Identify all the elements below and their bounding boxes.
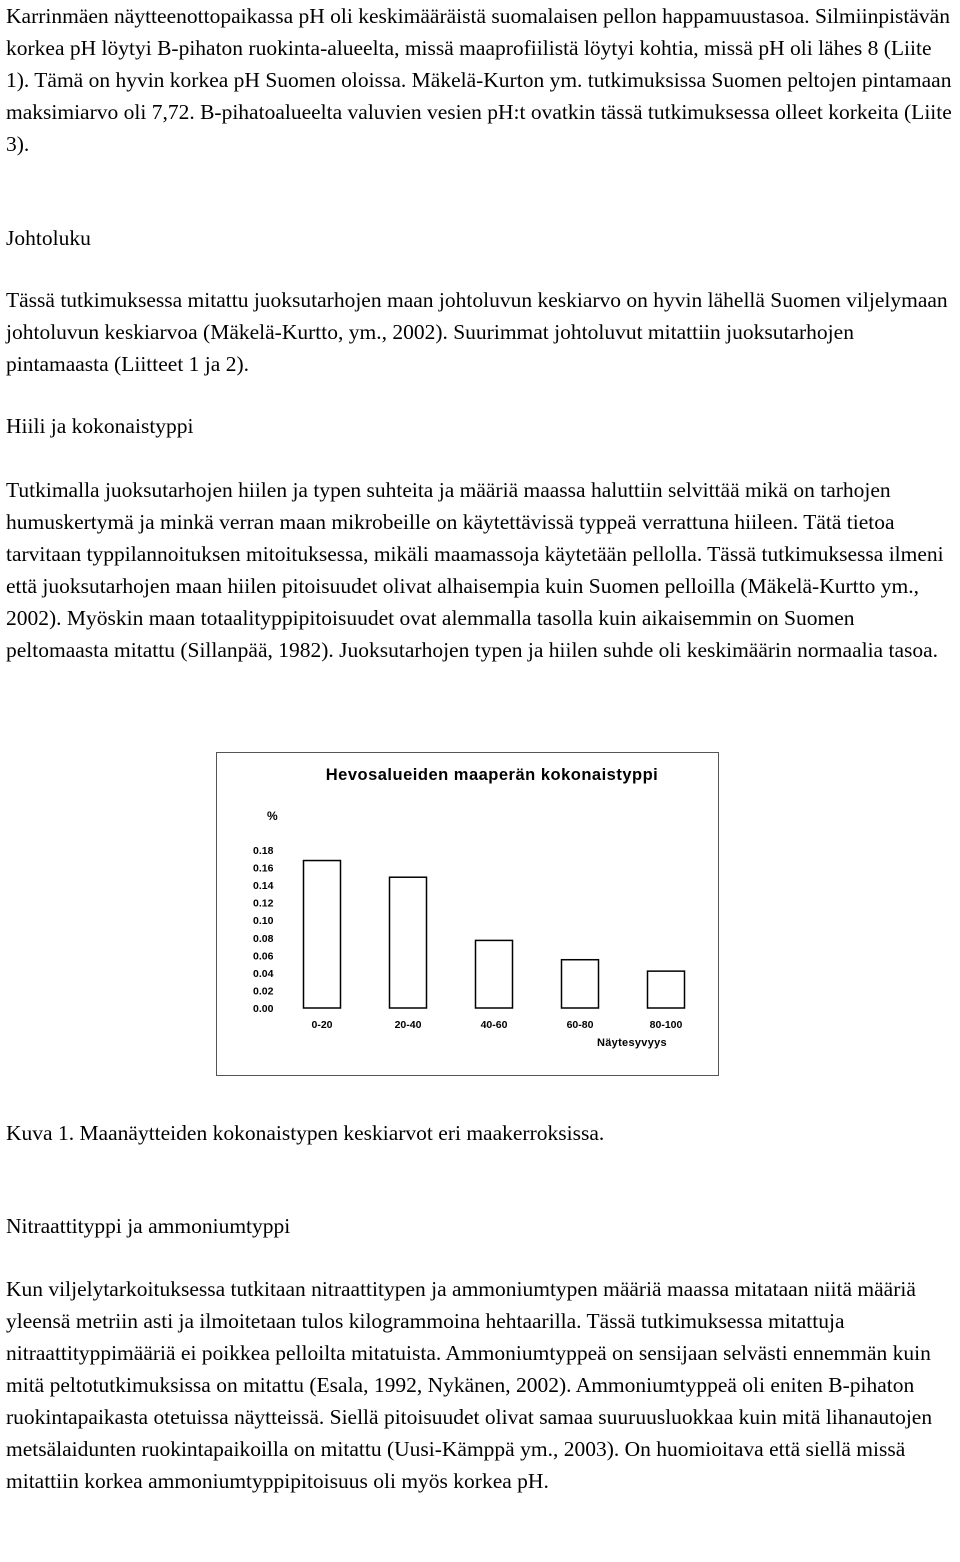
bar [648,971,685,1008]
y-tick-label: 0.18 [253,845,274,857]
y-tick-label: 0.04 [253,967,274,980]
bar [476,940,513,1008]
y-tick-label: 0.14 [253,880,274,893]
figure-caption: Kuva 1. Maanäytteiden kokonaistypen keskiarvot eri maakerroksissa. [6,1121,605,1145]
paragraph-ph: Karrinmäen näytteenottopaikassa pH oli keskimääräistä suomalaisen pellon happamuustasoa. Silmiinpistävän korkea pH löytyi B-pihaton ruokinta-alueelta, missä maaprofiilistä löytyi kohtia, missä pH oli lähes 8 (Liite 1). Tämä on hyvin korkea pH Suomen oloissa. Mäkelä-Kurton ym. tutkimuksissa Suomen peltojen pintamaan maksimiarvo oli 7,72. B-pihatoalueelta valuvien vesien pH:t ovatkin tässä tutkimuksessa olleet korkeita (Liite 3). [6,4,952,156]
bar [562,960,599,1008]
y-tick-label: 0.00 [253,1003,274,1015]
chart-plot [217,753,717,1073]
bar [390,877,427,1008]
y-tick-label: 0.10 [253,915,274,928]
paragraph-nitraatti: Kun viljelytarkoituksessa tutkitaan nitraattitypen ja ammoniumtypen määriä maassa mitataan niitä määriä yleensä metriin asti ja ilmoitetaan tulos kilogrammoina hehtaarilla. Tässä tutkimuksessa mitattuja nitraattityppimääriä ei poikkea pelloilta mitatuista. Ammoniumtyppeä on sensijaan selvästi ennemmän kuin mitä peltotutkimuksissa on mitattu (Esala, 1992, Nykänen, 2002). Ammoniumtyppeä oli eniten B-pihaton ruokintapaikasta otetuissa näytteissä. Siellä pitoisuudet olivat samaa suuruusluokkaa kuin mitä lihanautojen metsälaidunten ruokintapaikoilla on mitattu (Uusi-Kämppä ym., 2003). On huomioitava että siellä missä mitattiin korkea ammoniumtyppipitoisuus oli myös korkea pH. [6,1277,933,1493]
nitrogen-chart [216,752,719,1076]
heading-johtoluku: Johtoluku [6,226,91,250]
heading-hiili: Hiili ja kokonaistyppi [6,414,194,438]
y-tick-label: 0.02 [253,985,274,998]
x-tick-label: 0-20 [311,1019,333,1031]
chart-y-label: % [267,809,278,823]
x-tick-label: 20-40 [394,1019,422,1031]
bar [304,861,341,1008]
y-tick-label: 0.12 [253,897,274,910]
y-tick-label: 0.16 [253,862,274,875]
chart-x-label: Näytesyvyys [597,1037,667,1049]
x-tick-label: 60-80 [566,1019,594,1031]
x-tick-label: 40-60 [480,1019,508,1031]
y-tick-label: 0.08 [253,932,274,945]
heading-nitraatti: Nitraattityppi ja ammoniumtyppi [6,1214,291,1238]
paragraph-johtoluku: Tässä tutkimuksessa mitattu juoksutarhojen maan johtoluvun keskiarvo on hyvin lähellä Suomen viljelymaan johtoluvun keskiarvoa (Mäkelä-Kurtto, ym., 2002). Suurimmat johtoluvut mitattiin juoksutarhojen pintamaasta (Liitteet 1 ja 2). [6,288,948,376]
paragraph-hiili: Tutkimalla juoksutarhojen hiilen ja typen suhteita ja määriä maassa haluttiin selvittää mikä on tarhojen humuskertymä ja minkä verran maan mikrobeille on käytettävissä typpeä verrattuna hiileen. Tätä tietoa tarvitaan typpilannoituksen mitoituksessa, mikäli maamassoja käytetään pellolla. Tässä tutkimuksessa ilmeni että juoksutarhojen maan hiilen pitoisuudet olivat alhaisempia kuin Suomen pelloilla (Mäkelä-Kurtto ym., 2002). Myöskin maan totaalityppipitoisuudet ovat alemmalla tasolla kuin aikaisemmin on Suomen peltomaasta mitattu (Sillanpää, 1982). Juoksutarhojen typen ja hiilen suhde oli keskimäärin normaalia tasoa. [6,478,944,662]
x-tick-label: 80-100 [649,1019,683,1031]
y-tick-label: 0.06 [253,950,274,963]
chart-title: Hevosalueiden maaperän kokonaistyppi [325,766,659,784]
